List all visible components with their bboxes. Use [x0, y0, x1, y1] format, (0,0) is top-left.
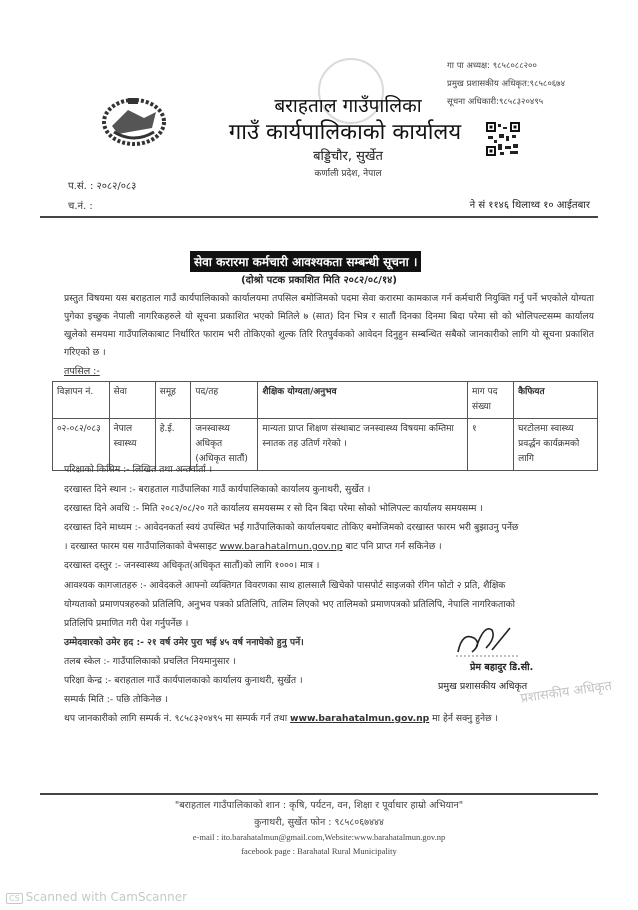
header-divider — [40, 216, 598, 218]
cell-qualification: मान्यता प्राप्त शिक्षण संस्थाबाट जनस्वास्थ्य विषयमा कम्तिमा स्नातक तह उतिर्ण गरेको । — [258, 419, 468, 471]
cell-post-count: १ — [468, 419, 514, 471]
contact-info-officer: सूचना अधिकारी:९८५८३२०४९५ — [447, 97, 544, 107]
header-remarks: कैफियत — [514, 382, 598, 419]
more-info — [64, 711, 498, 724]
qr-code-icon[interactable] — [486, 122, 520, 156]
header-ad-number: विज्ञापन नं. — [53, 382, 110, 419]
notice-body: प्रस्तुत विषयमा यस बराहताल गाउँ कार्यपालिकाको कार्यालयमा तपसिल बमोजिमको पदमा सेवा करारमा कामकाज गर्न कर्मचारी नियुक्ति गर्नु पर्ने भएकोले योग्यता पुगेका इच्छुक नेपाली नागरिकहरुले यो सूचना प्रकाशित भएको मितिले ७ (सात) दिन भित्र र सातौं दिनका दिनमा बिदा परेमा सो को भोलिपल्टसम्म कार्यालय खुलेको समयमा गाउँपालिकाबाट निर्धारित फाराम भरी तोकिएको शुल्क तिरि रितपुर्वकको आवेदन दिनुहुन सम्बन्धित सबैको जानकारीको लागि यो सूचना प्रकाशित गरिएको छ । — [64, 293, 594, 358]
notice-subtitle: (दोश्रो पटक प्रकाशित मिति २०८२/०८/१४) — [241, 275, 397, 286]
footer-facebook: facebook page : Barahatal Rural Municipality — [241, 846, 397, 856]
camscanner-text: Scanned with CamScanner — [25, 890, 188, 904]
office-name: गाउँ कार्यपालिकाको कार्यालय — [228, 120, 462, 145]
exam-center: परिक्षा केन्द्र :- बराहताल गाउँ कार्यपालकाको कार्यालय कुनाथरी, सुर्खेत । — [64, 675, 303, 686]
dispatch-number: च.नं. : — [68, 201, 93, 212]
footer-email-website: e-mail : ito.barahatalmun@gmail.com,Website:www.barahatalmun.gov.np — [192, 832, 446, 842]
contact-cao: प्रमुख प्रशासकीय अधिकृत:९८५८०६७४ — [447, 79, 566, 89]
footer-phone: कुनाथरी, सुर्खेत फोन : ९८५८०६७४४४ — [254, 817, 384, 828]
more-info-suffix: मा हेर्न सक्नु हुनेछ । — [429, 713, 498, 724]
cell-ad-number: ०२-०८२/०८३ — [53, 419, 110, 471]
office-province: कर्णाली प्रदेश, नेपाल — [314, 169, 382, 179]
letter-number: प.सं. : २०८२/०८३ — [68, 181, 137, 192]
salary-scale: तलब स्केल :- गाउँपालिकाको प्रचलित नियमानुसार । — [64, 656, 236, 667]
required-documents-end: प्रतिलिपि प्रमाणित गरी पेश गर्नुपर्नेछ । — [64, 618, 189, 629]
cell-post-level: जनस्वास्थ्य अधिकृत (अधिकृत सातौं) — [191, 419, 258, 471]
footer-divider — [40, 793, 598, 795]
footer-slogan: "बराहताल गाउँपालिकाको शान : कृषि, पर्यटन, वन, शिक्षा र पूर्वाधार हाम्रो अभियान" — [174, 800, 464, 811]
application-period: दरखास्त दिने अवधि :- मिति २०८२/०८/२० गते कार्यालय समयसम्म र सो दिन बिदा परेमा सोको भोलिपल्ट कार्यालय समयसम्म । — [64, 503, 483, 514]
exam-type: परिक्षाको किसिम :- लिखित तथा अन्तर्वार्ता । — [64, 464, 213, 475]
table-header-row — [53, 382, 598, 419]
more-info-link[interactable]: www.barahatalmun.gov.np — [290, 713, 430, 724]
nepal-sambat-date: ने सं ११४६ थिलाथ्व १० आईतबार — [469, 200, 590, 211]
cell-remarks: घरटोलमा स्वास्थ्य प्रवर्द्धन कार्यक्रमको लागि — [514, 419, 598, 471]
required-documents: आवश्यक कागजातहरु :- आवेदकले आफ्नो व्यक्तिगत विवरणका साथ हालसालै खिचेको पासपोर्ट साइजको रंगिन फोटो २ प्रति, शैक्षिक — [64, 580, 506, 591]
vacancy-table — [52, 381, 598, 471]
nepal-emblem-icon — [98, 92, 170, 148]
application-place: दरखास्त दिने स्थान :- बराहताल गाउँपालिका गाउँ कार्यपालिकाको कार्यालय कुनाथरी, सुर्खेत । — [64, 484, 371, 495]
required-documents-cont: योग्यताको प्रमाणपत्रहरुको प्रतिलिपि, अनुभव पत्रको प्रतिलिपि, तालिम लिएको भए तालिमको प्रमाणपत्रको प्रतिलिपि, नेपालि नागरिकताको — [64, 599, 516, 610]
age-limit: उम्मेदवारको उमेर हद :- २१ वर्ष उमेर पुरा भई ४५ वर्ष ननाघेको हुनु पर्ने। — [64, 637, 304, 648]
form-note-prefix: । दरखास्त फारम यस गाउँपालिकाको वेभसाइट — [64, 541, 220, 552]
header-group: समूह — [155, 382, 191, 419]
header-service: सेवा — [109, 382, 155, 419]
cell-service: नेपाल स्वास्थ्य — [109, 419, 155, 471]
form-note-suffix: बाट पनि प्राप्त गर्न सकिनेछ । — [342, 541, 442, 552]
official-stamp: प्रशासकीय अधिकृत — [519, 678, 613, 707]
header-post-count: माग पद संख्या — [468, 382, 514, 419]
contact-date: सम्पर्क मिति :- पछि तोकिनेछ । — [64, 694, 169, 705]
cell-group: हे.ई. — [155, 419, 191, 471]
notice-title: सेवा करारमा कर्मचारी आवश्यकता सम्बन्धी सूचना । — [190, 251, 421, 272]
header-qualification: शैक्षिक योग्यता/अनुभव — [258, 382, 468, 419]
header-post-level: पद/तह — [191, 382, 258, 419]
website-link[interactable]: www.barahatalmun.gov.np — [219, 541, 343, 552]
camscanner-logo-icon: CS — [6, 893, 23, 904]
signatory-title: प्रमुख प्रशासकीय अधिकृत — [438, 681, 528, 692]
municipality-name: बराहताल गाउँपालिका — [274, 95, 422, 117]
camscanner-watermark — [6, 890, 187, 904]
details-label: तपसिल :- — [64, 366, 100, 377]
signatory-name: प्रेम बहादुर डि.सी. — [470, 662, 534, 673]
signature-icon — [448, 618, 528, 658]
contact-chairperson: गा पा अध्यक्ष: ९८५८०८८२०० — [447, 61, 537, 71]
office-address: बड्डिचौर, सुर्खेत — [313, 149, 383, 164]
application-medium: दरखास्त दिने माध्यम :- आवेदनकर्ता स्वयं उपस्थित भई गाउँपालिकाको कार्यालयबाट तोकिए बमोजिमको दरखास्त फारम भरी बुझाउनु पर्नेछ — [64, 522, 519, 533]
more-info-prefix: थप जानकारीको लागि सम्पर्क नं. ९८५८३२०४९५ मा सम्पर्क गर्न तथा — [64, 713, 291, 724]
application-fee: दरखास्त दस्तुर :- जनस्वास्थ्य अधिकृत(अधिकृत सातौं)को लागि १०००। मात्र । — [64, 560, 320, 571]
application-form-note — [64, 539, 442, 552]
